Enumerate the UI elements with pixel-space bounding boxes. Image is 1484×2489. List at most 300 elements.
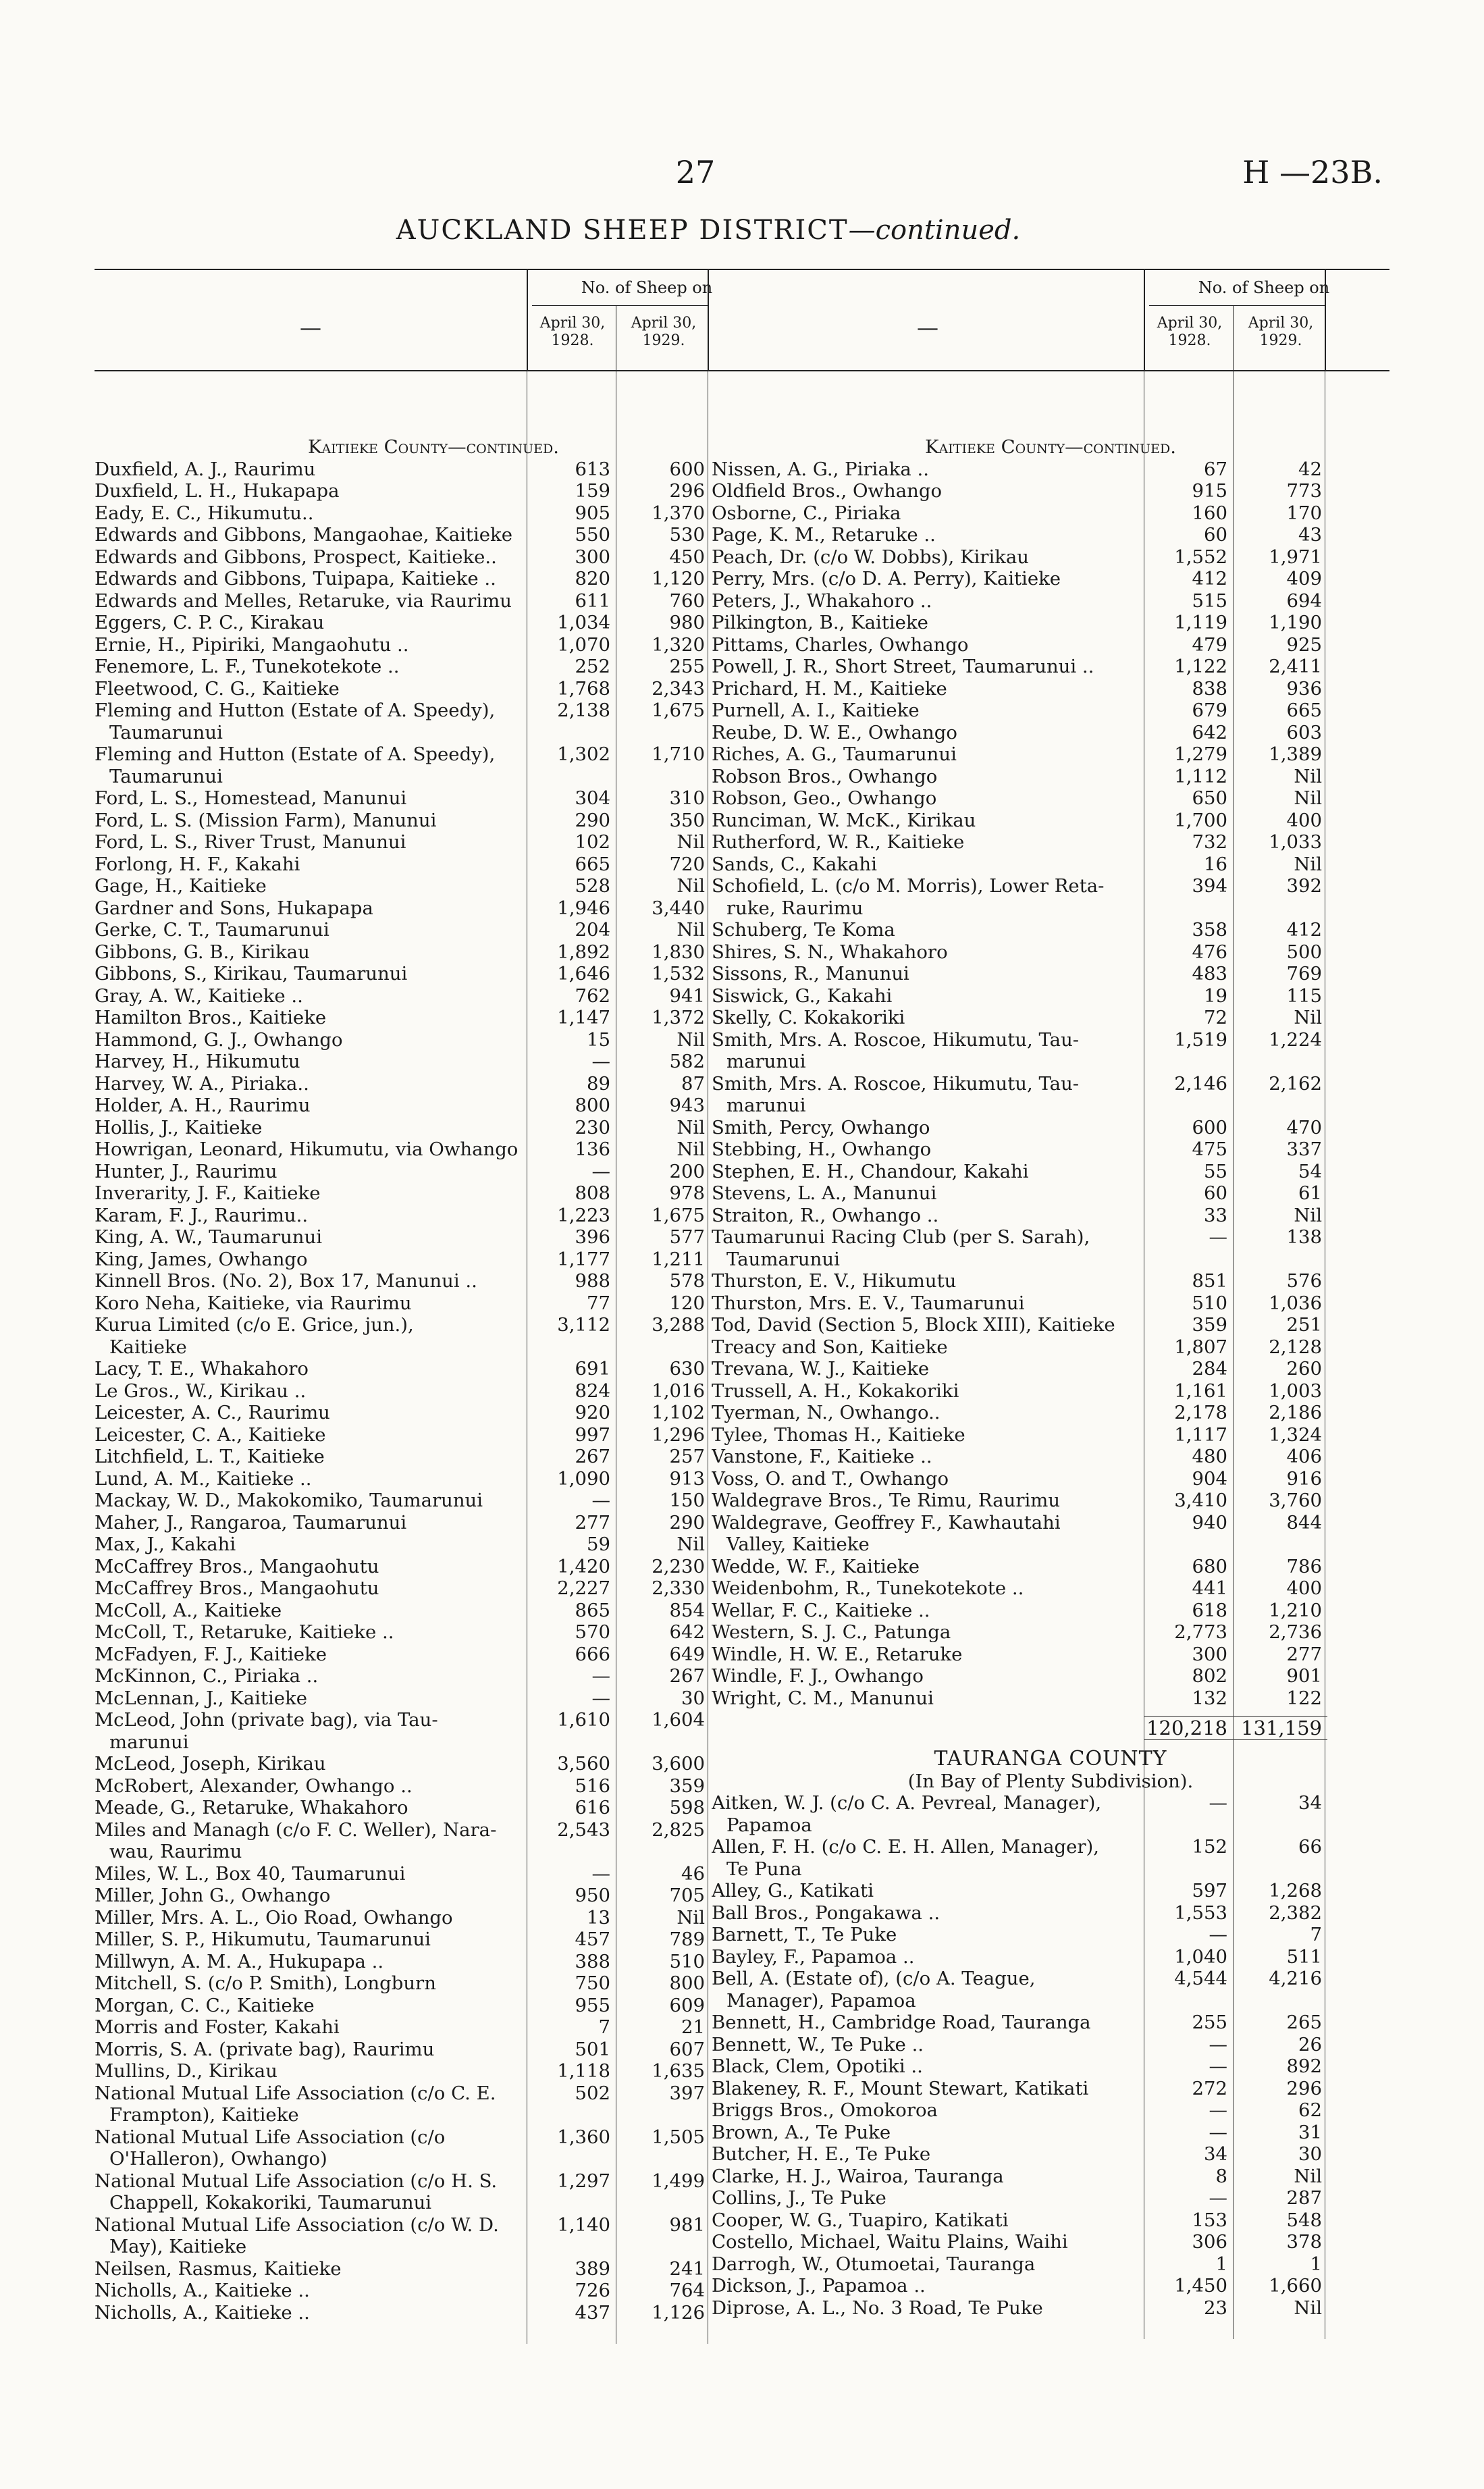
table-row bbox=[712, 2099, 1389, 2122]
sheep-1929: 66 bbox=[1298, 1836, 1322, 1858]
sheep-1929: 87 bbox=[681, 1072, 705, 1095]
sheep-1929: 2,343 bbox=[652, 677, 705, 700]
table-row bbox=[712, 1968, 1389, 1990]
table-row bbox=[95, 1226, 772, 1249]
holder-name: Duxfield, L. H., Hukapapa bbox=[95, 480, 340, 502]
holder-name: King, James, Owhango bbox=[95, 1248, 308, 1270]
holder-name: Edwards and Gibbons, Prospect, Kaitieke.. bbox=[95, 546, 497, 568]
sheep-1929: 3,600 bbox=[652, 1753, 705, 1775]
table-row bbox=[95, 1863, 772, 1885]
holder-name: Reube, D. W. E., Owhango bbox=[712, 721, 957, 743]
sheep-1928: 388 bbox=[575, 1950, 610, 1972]
table-row bbox=[712, 1270, 1389, 1292]
sheep-1928: 851 bbox=[1192, 1270, 1227, 1292]
sheep-1928: 77 bbox=[587, 1292, 610, 1314]
table-row bbox=[95, 1029, 772, 1051]
table-row bbox=[95, 1819, 772, 1841]
sheep-1929: 1,389 bbox=[1269, 743, 1322, 765]
sheep-1928: 1,122 bbox=[1174, 656, 1227, 677]
sheep-1928: 1,070 bbox=[557, 633, 610, 656]
holder-name-continuation: marunui bbox=[726, 1051, 806, 1072]
table-row bbox=[95, 743, 772, 766]
sheep-1928: 153 bbox=[1192, 2209, 1227, 2231]
holder-name: Litchfield, L. T., Kaitieke bbox=[95, 1446, 325, 1467]
holder-name-continuation: ruke, Raurimu bbox=[726, 897, 864, 919]
header-col-1929: April 30, 1929. bbox=[1248, 315, 1314, 349]
table-row bbox=[95, 1314, 772, 1336]
holder-name: Peters, J., Whakahoro .. bbox=[712, 590, 932, 612]
sheep-1929: Nil bbox=[677, 875, 705, 897]
sheep-1928: 516 bbox=[575, 1775, 610, 1797]
table-row bbox=[712, 963, 1389, 985]
holder-name: Rutherford, W. R., Kaitieke bbox=[712, 831, 965, 853]
sheep-1929: 2,382 bbox=[1269, 1902, 1322, 1924]
sheep-1928: 476 bbox=[1192, 941, 1227, 963]
holder-name-continuation: Chappell, Kokakoriki, Taumarunui bbox=[109, 2192, 432, 2213]
table-row bbox=[712, 919, 1389, 941]
sheep-1928: 1,519 bbox=[1174, 1028, 1227, 1051]
left-table-body bbox=[95, 371, 772, 2324]
sheep-1928: 277 bbox=[575, 1511, 610, 1534]
sheep-1928: 412 bbox=[1192, 568, 1227, 590]
holder-name: Windle, F. J., Owhango bbox=[712, 1665, 924, 1687]
table-row bbox=[712, 941, 1389, 964]
table-row bbox=[712, 1446, 1389, 1468]
holder-name: Hamilton Bros., Kaitieke bbox=[95, 1007, 327, 1028]
sheep-1929: 630 bbox=[669, 1358, 705, 1380]
table-row bbox=[712, 1665, 1389, 1687]
sheep-1929: 450 bbox=[669, 546, 705, 568]
sheep-1928: 132 bbox=[1192, 1687, 1227, 1709]
sheep-1929: 1,971 bbox=[1269, 546, 1322, 568]
table-row bbox=[712, 656, 1389, 678]
sheep-1928: 33 bbox=[1204, 1204, 1227, 1226]
holder-name: Gibbons, G. B., Kirikau bbox=[95, 941, 310, 963]
table-row bbox=[712, 1577, 1389, 1600]
table-row bbox=[712, 700, 1389, 722]
sheep-1928: 389 bbox=[575, 2257, 610, 2280]
sheep-1928: 904 bbox=[1192, 1467, 1227, 1490]
table-row bbox=[95, 1665, 772, 1687]
sheep-1929: 1,102 bbox=[652, 1402, 705, 1423]
holder-name: Ernie, H., Pipiriki, Mangaohutu .. bbox=[95, 633, 409, 656]
table-row bbox=[712, 2034, 1389, 2056]
left-rows bbox=[95, 459, 772, 2324]
holder-name-continuation: Taumarunui bbox=[109, 721, 223, 743]
sheep-1928: — bbox=[1209, 2121, 1227, 2143]
holder-name: Pittams, Charles, Owhango bbox=[712, 633, 969, 656]
table-row bbox=[712, 1226, 1389, 1249]
table-row bbox=[712, 1687, 1389, 1710]
sheep-1929: 1,296 bbox=[652, 1423, 705, 1446]
holder-name: Peach, Dr. (c/o W. Dobbs), Kirikau bbox=[712, 546, 1030, 568]
table-row bbox=[95, 1687, 772, 1710]
sheep-1928: 515 bbox=[1192, 590, 1227, 612]
sheep-1928: 611 bbox=[575, 590, 610, 612]
sheep-1929: 1 bbox=[1310, 2253, 1322, 2275]
table-row bbox=[712, 1007, 1389, 1029]
holder-name: Mackay, W. D., Makokomiko, Taumarunui bbox=[95, 1490, 483, 1511]
table-row bbox=[95, 2302, 772, 2324]
table-row-continuation bbox=[95, 1841, 772, 1863]
table-row bbox=[712, 1292, 1389, 1315]
table-row bbox=[95, 1138, 772, 1161]
table-row bbox=[712, 2055, 1389, 2078]
sheep-1928: 290 bbox=[575, 809, 610, 831]
table-row bbox=[712, 1902, 1389, 1924]
holder-name: Allen, F. H. (c/o C. E. H. Allen, Manager), bbox=[712, 1836, 1099, 1858]
sheep-1928: 272 bbox=[1192, 2077, 1227, 2099]
sheep-1928: — bbox=[591, 1687, 610, 1709]
table-row-continuation bbox=[95, 722, 772, 744]
sheep-1928: 920 bbox=[575, 1402, 610, 1423]
sheep-1928: 1,223 bbox=[557, 1204, 610, 1226]
holder-name-continuation: Manager), Papamoa bbox=[726, 1989, 916, 2012]
sheep-1928: 1,090 bbox=[557, 1467, 610, 1490]
table-row bbox=[95, 546, 772, 569]
sheep-1928: 808 bbox=[575, 1182, 610, 1204]
table-row bbox=[712, 1205, 1389, 1227]
table-row bbox=[95, 1424, 772, 1446]
table-row bbox=[95, 1490, 772, 1512]
sheep-1928: 824 bbox=[575, 1380, 610, 1402]
table-row bbox=[712, 2187, 1389, 2209]
sheep-1928: 2,543 bbox=[557, 1818, 610, 1841]
table-row bbox=[95, 524, 772, 546]
sheep-1929: 46 bbox=[681, 1862, 705, 1885]
sheep-1929: 2,411 bbox=[1269, 656, 1322, 677]
sheep-1928: 501 bbox=[575, 2038, 610, 2060]
page-number: 27 bbox=[675, 154, 716, 190]
table-row bbox=[712, 1600, 1389, 1622]
sheep-1929: 760 bbox=[669, 590, 705, 612]
table-row-continuation bbox=[712, 1858, 1389, 1881]
header-col-1929: April 30, 1929. bbox=[631, 315, 697, 349]
holder-name: Miles, W. L., Box 40, Taumarunui bbox=[95, 1862, 406, 1885]
table-row bbox=[712, 1029, 1389, 1051]
right-rows bbox=[712, 459, 1389, 1710]
sheep-1928: — bbox=[1209, 1792, 1227, 1814]
holder-name: Osborne, C., Piriaka bbox=[712, 502, 901, 524]
sheep-1929: 43 bbox=[1298, 524, 1322, 546]
table-row bbox=[712, 1182, 1389, 1205]
table-row bbox=[95, 941, 772, 964]
holder-name-continuation: Te Puna bbox=[726, 1858, 802, 1880]
holder-name: Smith, Percy, Owhango bbox=[712, 1116, 930, 1138]
sheep-1929: 54 bbox=[1298, 1160, 1322, 1182]
holder-name: Miller, John G., Owhango bbox=[95, 1885, 331, 1906]
table-row bbox=[712, 985, 1389, 1007]
table-row bbox=[95, 919, 772, 941]
sheep-1929: 1,675 bbox=[652, 700, 705, 721]
table-row-continuation bbox=[712, 1249, 1389, 1271]
sheep-1929: 500 bbox=[1286, 941, 1322, 963]
table-row-continuation bbox=[95, 2236, 772, 2258]
left-column bbox=[95, 269, 772, 2324]
holder-name: Leicester, C. A., Kaitieke bbox=[95, 1423, 326, 1446]
holder-name: Thurston, E. V., Hikumutu bbox=[712, 1270, 957, 1292]
sheep-1928: 1,177 bbox=[557, 1248, 610, 1270]
sheep-1928: 204 bbox=[575, 919, 610, 941]
sheep-1928: 1,040 bbox=[1174, 1945, 1227, 1968]
sheep-1929: Nil bbox=[1294, 1007, 1322, 1028]
sheep-1928: 306 bbox=[1192, 2231, 1227, 2253]
sheep-1929: 943 bbox=[669, 1095, 705, 1116]
holder-name-continuation: Valley, Kaitieke bbox=[726, 1534, 870, 1555]
sheep-1928: — bbox=[1209, 1226, 1227, 1248]
holder-name: National Mutual Life Association (c/o W. D. bbox=[95, 2213, 499, 2236]
sheep-1928: 1,147 bbox=[557, 1007, 610, 1028]
holder-name: Ford, L. S. (Mission Farm), Manunui bbox=[95, 809, 437, 831]
sheep-1928: 1,034 bbox=[557, 612, 610, 633]
table-row bbox=[712, 2078, 1389, 2100]
right-table-header bbox=[712, 269, 1389, 371]
sheep-1929: 578 bbox=[669, 1270, 705, 1292]
table-row bbox=[95, 1249, 772, 1271]
sheep-1929: Nil bbox=[677, 1138, 705, 1160]
holder-name: McLeod, John (private bag), via Tau- bbox=[95, 1709, 438, 1731]
sheep-1929: 598 bbox=[669, 1797, 705, 1818]
sheep-1929: 705 bbox=[669, 1885, 705, 1906]
sheep-1929: 1,830 bbox=[652, 941, 705, 963]
table-row-continuation bbox=[95, 766, 772, 788]
section-heading: Kaitieke County—continued. bbox=[308, 436, 559, 458]
sheep-1929: 1,635 bbox=[652, 2060, 705, 2082]
sheep-1928: — bbox=[1209, 1924, 1227, 1945]
holder-name: Wedde, W. F., Kaitieke bbox=[712, 1555, 920, 1577]
holder-name: Le Gros., W., Kirikau .. bbox=[95, 1380, 307, 1402]
sheep-1929: Nil bbox=[1294, 765, 1322, 787]
table-row-continuation bbox=[712, 1814, 1389, 1837]
holder-name: Gardner and Sons, Hukapapa bbox=[95, 897, 373, 919]
header-sheep-on: No. of Sheep on bbox=[1198, 278, 1330, 297]
table-row bbox=[95, 656, 772, 678]
holder-name: Fleming and Hutton (Estate of A. Speedy), bbox=[95, 743, 496, 765]
holder-name: McFadyen, F. J., Kaitieke bbox=[95, 1643, 327, 1665]
sheep-1928: 19 bbox=[1204, 985, 1227, 1007]
table-row-continuation bbox=[95, 1731, 772, 1754]
sheep-1928: 802 bbox=[1192, 1665, 1227, 1687]
table-row bbox=[712, 1512, 1389, 1534]
table-row bbox=[95, 1117, 772, 1139]
sheep-1929: 1,003 bbox=[1269, 1380, 1322, 1402]
sheep-1928: — bbox=[1209, 2055, 1227, 2077]
holder-name: Tyerman, N., Owhango.. bbox=[712, 1402, 940, 1423]
sheep-1928: 550 bbox=[575, 524, 610, 546]
table-row bbox=[95, 678, 772, 700]
sheep-1928: 955 bbox=[575, 1994, 610, 2016]
sheep-1928: 762 bbox=[575, 985, 610, 1007]
sheep-1928: 1,140 bbox=[557, 2213, 610, 2236]
table-row bbox=[95, 1621, 772, 1644]
holder-name: Gerke, C. T., Taumarunui bbox=[95, 919, 329, 941]
table-row bbox=[95, 1182, 772, 1205]
sheep-1929: 4,216 bbox=[1269, 1968, 1322, 1989]
table-row bbox=[95, 1709, 772, 1731]
holder-name: Eady, E. C., Hikumutu.. bbox=[95, 502, 314, 524]
holder-name: McColl, A., Kaitieke bbox=[95, 1599, 282, 1621]
sheep-1928: 1,112 bbox=[1174, 765, 1227, 787]
holder-name: Hollis, J., Kaitieke bbox=[95, 1116, 263, 1138]
sheep-1928: 570 bbox=[575, 1621, 610, 1643]
sheep-1928: 1,420 bbox=[557, 1555, 610, 1577]
holder-name: Inverarity, J. F., Kaitieke bbox=[95, 1182, 321, 1204]
sheep-1929: 359 bbox=[669, 1775, 705, 1797]
sheep-1929: 337 bbox=[1286, 1138, 1322, 1160]
sheep-1928: 284 bbox=[1192, 1358, 1227, 1380]
sheep-1929: 936 bbox=[1286, 677, 1322, 700]
table-row bbox=[95, 1534, 772, 1556]
holder-name: National Mutual Life Association (c/o C. E. bbox=[95, 2082, 496, 2104]
table-row bbox=[712, 590, 1389, 612]
holder-name: Trussell, A. H., Kokakoriki bbox=[712, 1380, 959, 1402]
holder-name: Siswick, G., Kakahi bbox=[712, 985, 893, 1007]
sheep-1928: 160 bbox=[1192, 502, 1227, 524]
holder-name: Nicholls, A., Kaitieke .. bbox=[95, 2280, 310, 2301]
right-column bbox=[712, 269, 1389, 2319]
holder-name: Taumarunui Racing Club (per S. Sarah), bbox=[712, 1226, 1090, 1248]
holder-name: Perry, Mrs. (c/o D. A. Perry), Kaitieke bbox=[712, 568, 1061, 590]
holder-name: Hunter, J., Raurimu bbox=[95, 1160, 277, 1182]
sheep-1928: 732 bbox=[1192, 831, 1227, 853]
sheep-1928: 988 bbox=[575, 1270, 610, 1292]
table-row bbox=[712, 1468, 1389, 1490]
sheep-1928: — bbox=[591, 1160, 610, 1182]
sheep-1928: — bbox=[591, 1665, 610, 1687]
holder-name: Nissen, A. G., Piriaka .. bbox=[712, 458, 930, 480]
holder-name: Smith, Mrs. A. Roscoe, Hikumutu, Tau- bbox=[712, 1072, 1080, 1095]
sheep-1929: 3,440 bbox=[652, 897, 705, 919]
holder-name-continuation: Taumarunui bbox=[726, 1248, 840, 1270]
left-table-header bbox=[95, 269, 772, 371]
sheep-1929: 30 bbox=[1298, 2143, 1322, 2165]
sheep-1929: 31 bbox=[1298, 2121, 1322, 2143]
sheep-1929: 600 bbox=[669, 458, 705, 480]
table-row bbox=[95, 1951, 772, 1973]
holder-name: Morris, S. A. (private bag), Raurimu bbox=[95, 2038, 435, 2060]
table-row bbox=[95, 2060, 772, 2082]
sheep-1928: 479 bbox=[1192, 633, 1227, 656]
sheep-1929: 42 bbox=[1298, 458, 1322, 480]
holder-name: National Mutual Life Association (c/o H. S. bbox=[95, 2170, 498, 2192]
sheep-1929: Nil bbox=[1294, 1204, 1322, 1226]
holder-name: Briggs Bros., Omokoroa bbox=[712, 2099, 938, 2121]
sheep-1928: 597 bbox=[1192, 1880, 1227, 1902]
holder-name: Miller, Mrs. A. L., Oio Road, Owhango bbox=[95, 1906, 453, 1929]
sheep-1929: 1,604 bbox=[652, 1709, 705, 1731]
sheep-1929: 1,224 bbox=[1269, 1028, 1322, 1051]
table-row bbox=[95, 2016, 772, 2039]
sheep-1928: 600 bbox=[1192, 1116, 1227, 1138]
sheep-1929: 400 bbox=[1286, 1577, 1322, 1599]
table-row bbox=[712, 1117, 1389, 1139]
sheep-1928: 60 bbox=[1204, 524, 1227, 546]
table-row bbox=[95, 1907, 772, 1929]
sheep-1928: 3,410 bbox=[1174, 1490, 1227, 1511]
holder-name: Schofield, L. (c/o M. Morris), Lower Reta- bbox=[712, 875, 1105, 897]
sheep-1928: 441 bbox=[1192, 1577, 1227, 1599]
table-row bbox=[712, 1336, 1389, 1359]
sheep-1929: 892 bbox=[1286, 2055, 1322, 2077]
holder-name: Robson Bros., Owhango bbox=[712, 765, 938, 787]
holder-name: Powell, J. R., Short Street, Taumarunui .. bbox=[712, 656, 1094, 677]
holder-name: Blakeney, R. F., Mount Stewart, Katikati bbox=[712, 2077, 1089, 2099]
sheep-1929: 665 bbox=[1286, 700, 1322, 721]
sheep-1928: 691 bbox=[575, 1358, 610, 1380]
table-row bbox=[712, 2297, 1389, 2320]
holder-name: Brown, A., Te Puke bbox=[712, 2121, 891, 2143]
table-row-continuation bbox=[95, 1336, 772, 1359]
sheep-1929: 2,162 bbox=[1269, 1072, 1322, 1095]
tauranga-county-heading: TAURANGA COUNTY bbox=[934, 1747, 1167, 1771]
sheep-1929: 925 bbox=[1286, 633, 1322, 656]
holder-name: King, A. W., Taumarunui bbox=[95, 1226, 323, 1248]
holder-name: Robson, Geo., Owhango bbox=[712, 787, 937, 809]
county-total bbox=[712, 1716, 1389, 1740]
sheep-1929: 1,532 bbox=[652, 963, 705, 985]
sheep-1929: 122 bbox=[1286, 1687, 1322, 1709]
holder-name-continuation: marunui bbox=[109, 1731, 189, 1753]
table-row bbox=[95, 2170, 772, 2193]
holder-name: Fenemore, L. F., Tunekotekote .. bbox=[95, 656, 400, 677]
holder-name: Ford, L. S., River Trust, Manunui bbox=[95, 831, 406, 853]
sheep-1929: 1,036 bbox=[1269, 1292, 1322, 1314]
sheep-1929: 978 bbox=[669, 1182, 705, 1204]
sheep-1928: 616 bbox=[575, 1797, 610, 1818]
sheep-1929: 854 bbox=[669, 1599, 705, 1621]
holder-name: Schuberg, Te Koma bbox=[712, 919, 895, 941]
sheep-1928: 905 bbox=[575, 502, 610, 524]
table-row bbox=[712, 1880, 1389, 1902]
holder-name: Harvey, H., Hikumutu bbox=[95, 1051, 300, 1072]
sheep-1929: Nil bbox=[677, 1116, 705, 1138]
table-row bbox=[712, 502, 1389, 525]
sheep-1929: 26 bbox=[1298, 2033, 1322, 2055]
table-row-continuation bbox=[712, 1990, 1389, 2012]
holder-name: Ball Bros., Pongakawa .. bbox=[712, 1902, 940, 1924]
sheep-1928: 3,112 bbox=[557, 1314, 610, 1336]
table-row bbox=[95, 1556, 772, 1578]
holder-name: Lund, A. M., Kaitieke .. bbox=[95, 1467, 312, 1490]
sheep-1929: 720 bbox=[669, 853, 705, 875]
header-col-1928: April 30, 1928. bbox=[1157, 315, 1223, 349]
table-row bbox=[95, 1358, 772, 1380]
table-row bbox=[95, 810, 772, 832]
table-row bbox=[95, 875, 772, 897]
holder-name: Voss, O. and T., Owhango bbox=[712, 1467, 949, 1490]
sheep-1928: 72 bbox=[1204, 1007, 1227, 1028]
sheep-1928: 2,178 bbox=[1174, 1402, 1227, 1423]
sheep-1929: 548 bbox=[1286, 2209, 1322, 2231]
sheep-1929: 607 bbox=[669, 2038, 705, 2060]
sheep-1929: 2,230 bbox=[652, 1555, 705, 1577]
holder-name: Neilsen, Rasmus, Kaitieke bbox=[95, 2257, 342, 2280]
table-row bbox=[712, 2231, 1389, 2253]
table-row bbox=[95, 1380, 772, 1403]
table-row bbox=[712, 875, 1389, 897]
holder-name: Alley, G., Katikati bbox=[712, 1880, 874, 1902]
table-row bbox=[712, 854, 1389, 876]
sheep-1928: 1,646 bbox=[557, 963, 610, 985]
holder-name: McCaffrey Bros., Mangaohutu bbox=[95, 1555, 379, 1577]
sheep-1929: 257 bbox=[669, 1446, 705, 1467]
holder-name: Meade, G., Retaruke, Whakahoro bbox=[95, 1797, 408, 1818]
table-row bbox=[712, 743, 1389, 766]
holder-name: Bennett, W., Te Puke .. bbox=[712, 2033, 924, 2055]
table-row bbox=[712, 1073, 1389, 1095]
sheep-1929: 511 bbox=[1286, 1945, 1322, 1968]
sheep-1929: 510 bbox=[669, 1950, 705, 1972]
